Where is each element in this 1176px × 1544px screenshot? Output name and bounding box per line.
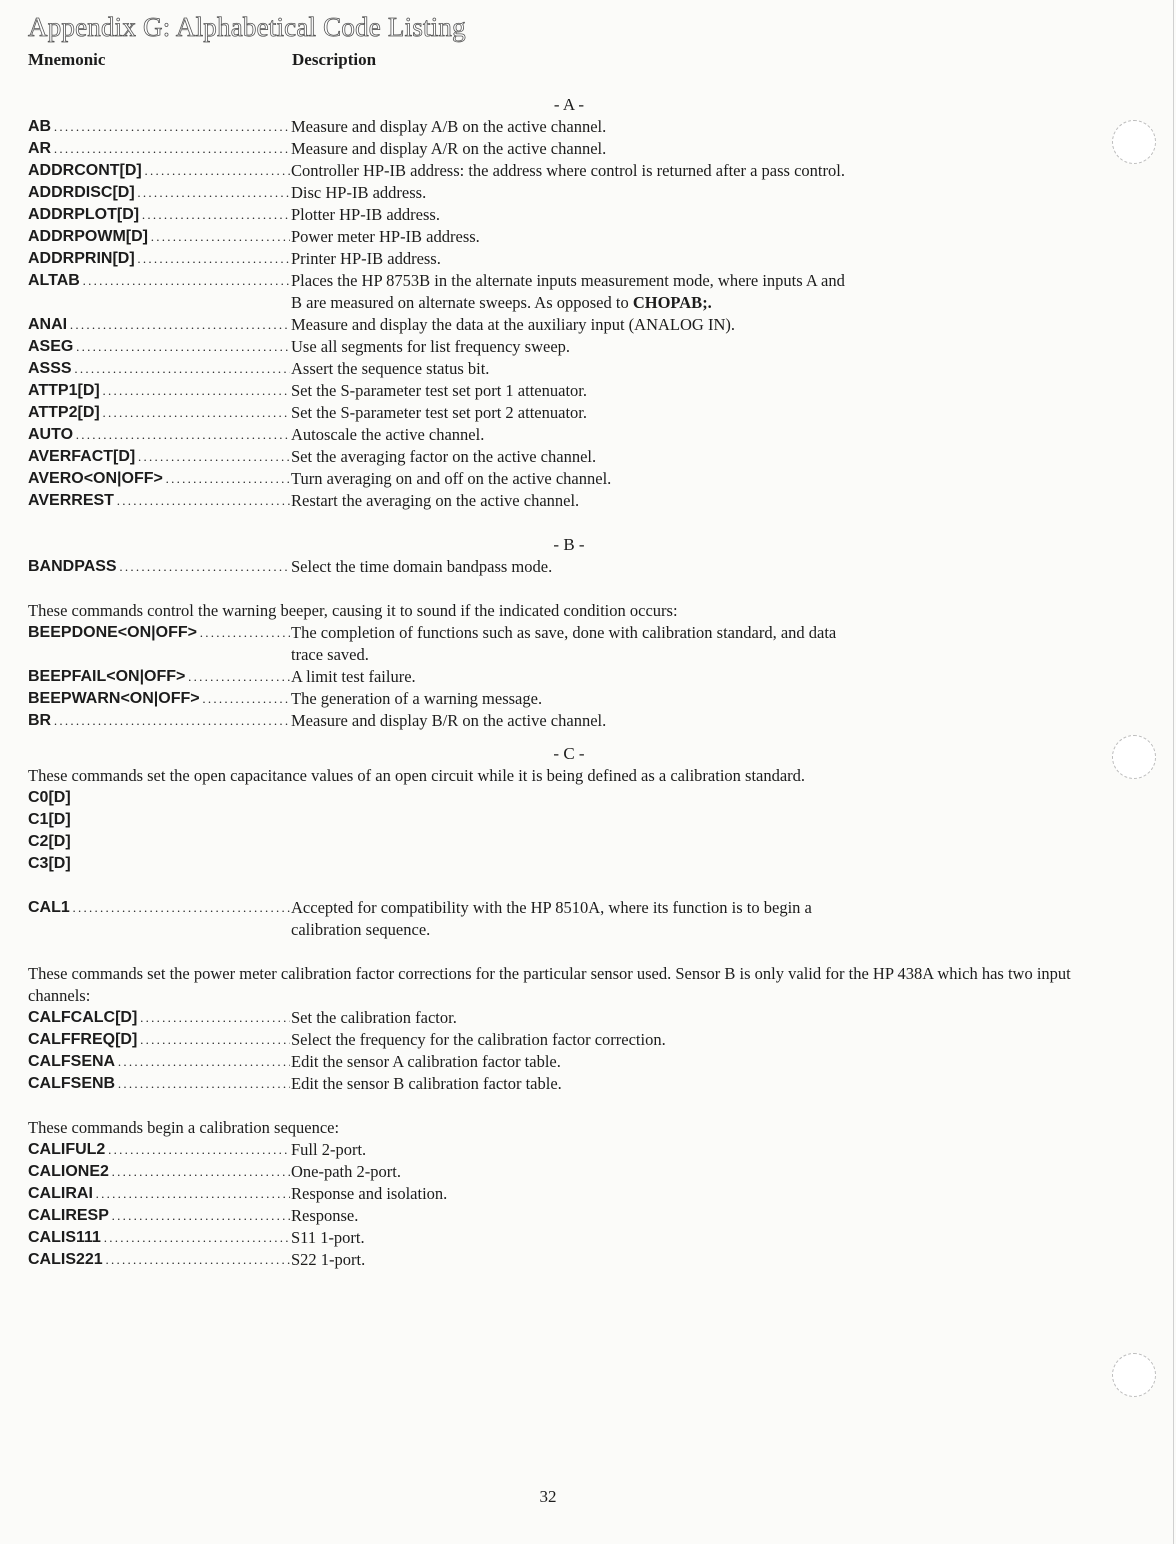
- description: [291, 688, 542, 710]
- listing-row: [0, 831, 1176, 853]
- page-number: 32: [539, 1487, 557, 1506]
- code-listing: [0, 94, 1176, 1271]
- description-text: Power meter HP-IB address.: [291, 227, 480, 246]
- mnemonic: CALIS221 . . .: [28, 1249, 290, 1271]
- listing-row: [0, 402, 1176, 424]
- spacer: [0, 1095, 1176, 1117]
- section-heading: [0, 94, 1176, 116]
- description-text: Edit the sensor A calibration factor table.: [291, 1052, 561, 1071]
- mnemonic: AVERO<ON|OFF> . . .: [28, 468, 290, 490]
- listing-row: [0, 1029, 1176, 1051]
- description-text: Response.: [291, 1206, 359, 1225]
- listing-row: [0, 897, 1176, 919]
- description: [291, 138, 606, 160]
- listing-row: [0, 1051, 1176, 1073]
- description: [291, 446, 596, 468]
- section-heading: [0, 743, 1176, 765]
- description: [291, 468, 611, 490]
- section-heading-text: - B -: [553, 535, 585, 554]
- listing-row: [0, 138, 1176, 160]
- description-text: Controller HP-IB address: the address where control is returned after a pass control.: [291, 161, 845, 180]
- description: [291, 710, 606, 732]
- listing-row: [0, 226, 1176, 248]
- description-text: The completion of functions such as save, done with calibration standard, and data: [291, 623, 837, 642]
- description-text: Set the calibration factor.: [291, 1008, 457, 1027]
- description-text: Select the time domain bandpass mode.: [291, 557, 553, 576]
- description: [291, 314, 735, 336]
- column-header-mnemonic: Mnemonic: [28, 50, 106, 69]
- mnemonic: BANDPASS . . .: [28, 556, 290, 578]
- mnemonic: BR . . .: [28, 710, 290, 732]
- section-heading-text: - A -: [553, 95, 585, 114]
- mnemonic: ASSS . . .: [28, 358, 290, 380]
- spacer: [0, 578, 1176, 600]
- mnemonic: CAL1 . . .: [28, 897, 290, 919]
- spacer: [0, 512, 1176, 534]
- description-text: Accepted for compatibility with the HP 8510A, where its function is to begin a: [291, 898, 812, 917]
- description-text: Places the HP 8753B in the alternate inputs measurement mode, where inputs A and: [291, 271, 845, 290]
- listing-row: [0, 490, 1176, 512]
- description-text: Turn averaging on and off on the active channel.: [291, 469, 612, 488]
- description: [291, 358, 489, 380]
- description-text: Disc HP-IB address.: [291, 183, 427, 202]
- listing-row: [0, 1183, 1176, 1205]
- mnemonic: BEEPDONE<ON|OFF> . . .: [28, 622, 290, 644]
- description: [291, 1227, 365, 1249]
- listing-row: [0, 336, 1176, 358]
- listing-row: [0, 248, 1176, 270]
- description: [291, 204, 440, 226]
- description: [291, 270, 845, 292]
- description-text: Use all segments for list frequency sweep.: [291, 337, 571, 356]
- description: [291, 666, 416, 688]
- listing-row: [0, 204, 1176, 226]
- listing-row: [0, 182, 1176, 204]
- listing-row: [0, 1007, 1176, 1029]
- description: [291, 248, 441, 270]
- mnemonic: CALIS111 . . .: [28, 1227, 290, 1249]
- description-text: Printer HP-IB address.: [291, 249, 441, 268]
- page-title: Appendix G: Alphabetical Code Listing: [28, 12, 466, 42]
- mnemonic: ANAI . . .: [28, 314, 290, 336]
- description-text: Measure and display A/B on the active channel.: [291, 117, 607, 136]
- description-text: One-path 2-port.: [291, 1162, 401, 1181]
- mnemonic: ATTP1[D] . . .: [28, 380, 290, 402]
- binder-hole: [1112, 1353, 1156, 1397]
- mnemonic: CALIRESP . . .: [28, 1205, 290, 1227]
- mnemonic: AUTO . . .: [28, 424, 290, 446]
- description: [291, 1183, 447, 1205]
- mnemonic: C0[D]: [28, 789, 71, 806]
- mnemonic: C3[D]: [28, 855, 71, 872]
- mnemonic: AB . . .: [28, 116, 290, 138]
- description-text: S11 1-port.: [291, 1228, 365, 1247]
- mnemonic: ADDRCONT[D] . . .: [28, 160, 290, 182]
- mnemonic: C1[D]: [28, 811, 71, 828]
- description: [291, 336, 570, 358]
- mnemonic: C2[D]: [28, 833, 71, 850]
- description: [291, 182, 426, 204]
- description: [291, 490, 579, 512]
- description-text: trace saved.: [291, 645, 369, 664]
- listing-row: [0, 160, 1176, 182]
- description-text: calibration sequence.: [291, 920, 431, 939]
- listing-row: [0, 853, 1176, 875]
- listing-row: [0, 787, 1176, 809]
- listing-row: [0, 622, 1176, 644]
- listing-row: [0, 1227, 1176, 1249]
- mnemonic: ASEG . . .: [28, 336, 290, 358]
- spacer: [0, 941, 1176, 963]
- description: [291, 897, 812, 919]
- listing-row: [0, 314, 1176, 336]
- description: [291, 1029, 666, 1051]
- description: [291, 1007, 457, 1029]
- description-text: Restart the averaging on the active channel.: [291, 491, 580, 510]
- description-text: Measure and display the data at the auxiliary input (ANALOG IN).: [291, 315, 735, 334]
- mnemonic: BEEPFAIL<ON|OFF> . . .: [28, 666, 290, 688]
- description-text: Set the S-parameter test set port 1 attenuator.: [291, 381, 587, 400]
- spacer: [0, 875, 1176, 897]
- listing-row: [0, 1073, 1176, 1095]
- description: [291, 292, 712, 314]
- description-bold-mnemonic: CHOPAB;.: [632, 293, 712, 312]
- description-text: Set the averaging factor on the active channel.: [291, 447, 597, 466]
- listing-row: [0, 710, 1176, 732]
- description: [291, 226, 480, 248]
- mnemonic: ADDRPRIN[D] . . .: [28, 248, 290, 270]
- description-text: The generation of a warning message.: [291, 689, 543, 708]
- mnemonic: BEEPWARN<ON|OFF> . . .: [28, 688, 290, 710]
- mnemonic: CALFSENB . . .: [28, 1073, 290, 1095]
- mnemonic: AVERFACT[D] . . .: [28, 446, 290, 468]
- column-header-description: Description: [292, 50, 377, 69]
- section-heading-text: - C -: [553, 744, 585, 763]
- mnemonic: CALFFREQ[D] . . .: [28, 1029, 290, 1051]
- mnemonic: ATTP2[D] . . .: [28, 402, 290, 424]
- listing-row-continuation: [0, 292, 1176, 314]
- description: [291, 116, 606, 138]
- description: [291, 160, 845, 182]
- description: [291, 556, 552, 578]
- listing-row: [0, 1205, 1176, 1227]
- description: [291, 402, 587, 424]
- intro-paragraph: These commands begin a calibration sequence:: [28, 1118, 340, 1137]
- listing-row: [0, 358, 1176, 380]
- mnemonic: CALIFUL2 . . .: [28, 1139, 290, 1161]
- description: [291, 380, 587, 402]
- listing-row-continuation: [0, 644, 1176, 666]
- listing-row: [0, 380, 1176, 402]
- listing-row: [0, 468, 1176, 490]
- mnemonic: CALFSENA . . .: [28, 1051, 290, 1073]
- description-text: Set the S-parameter test set port 2 attenuator.: [291, 403, 587, 422]
- listing-row: [0, 666, 1176, 688]
- description: [291, 1249, 365, 1271]
- mnemonic: CALIONE2 . . .: [28, 1161, 290, 1183]
- description-text: Plotter HP-IB address.: [291, 205, 440, 224]
- mnemonic: ADDRPOWM[D] . . .: [28, 226, 290, 248]
- description-text: S22 1-port.: [291, 1250, 366, 1269]
- description: [291, 1161, 401, 1183]
- description: [291, 1073, 562, 1095]
- listing-row: [0, 116, 1176, 138]
- description: [291, 644, 369, 666]
- section-heading: [0, 534, 1176, 556]
- description-text: Assert the sequence status bit.: [291, 359, 490, 378]
- description-text: Measure and display A/R on the active channel.: [291, 139, 607, 158]
- mnemonic: CALIRAI . . .: [28, 1183, 290, 1205]
- listing-row: [0, 809, 1176, 831]
- listing-row: [0, 1249, 1176, 1271]
- mnemonic: AVERREST . . .: [28, 490, 290, 512]
- description: [291, 1139, 366, 1161]
- listing-row: [0, 270, 1176, 292]
- description: [291, 424, 484, 446]
- description-text: Edit the sensor B calibration factor table.: [291, 1074, 562, 1093]
- listing-row-continuation: [0, 919, 1176, 941]
- mnemonic: ADDRDISC[D] . . .: [28, 182, 290, 204]
- listing-row: [0, 424, 1176, 446]
- listing-row: [0, 1161, 1176, 1183]
- mnemonic: ALTAB . . .: [28, 270, 290, 292]
- mnemonic: AR . . .: [28, 138, 290, 160]
- intro-paragraph: These commands control the warning beeper, causing it to sound if the indicated condition occurs:: [28, 601, 678, 620]
- description-text: A limit test failure.: [291, 667, 416, 686]
- listing-row: [0, 688, 1176, 710]
- spacer: [0, 732, 1176, 743]
- description-text: Select the frequency for the calibration factor correction.: [291, 1030, 666, 1049]
- description: [291, 919, 430, 941]
- description-text: Response and isolation.: [291, 1184, 448, 1203]
- intro-paragraph: These commands set the power meter calibration factor corrections for the particular sensor used. Sensor B is only valid for the HP 438A which has two input channels:: [28, 964, 1071, 1005]
- listing-row: [0, 446, 1176, 468]
- description-text: Full 2-port.: [291, 1140, 367, 1159]
- description: [291, 1205, 358, 1227]
- description-text: Autoscale the active channel.: [291, 425, 485, 444]
- description-text: Measure and display B/R on the active channel.: [291, 711, 607, 730]
- mnemonic: CALFCALC[D] . . .: [28, 1007, 290, 1029]
- intro-paragraph: These commands set the open capacitance values of an open circuit while it is being defined as a calibration standard.: [28, 766, 806, 785]
- listing-row: [0, 1139, 1176, 1161]
- description: [291, 622, 836, 644]
- mnemonic: ADDRPLOT[D] . . .: [28, 204, 290, 226]
- description: [291, 1051, 561, 1073]
- listing-row: [0, 556, 1176, 578]
- description-text: B are measured on alternate sweeps. As opposed to: [291, 293, 633, 312]
